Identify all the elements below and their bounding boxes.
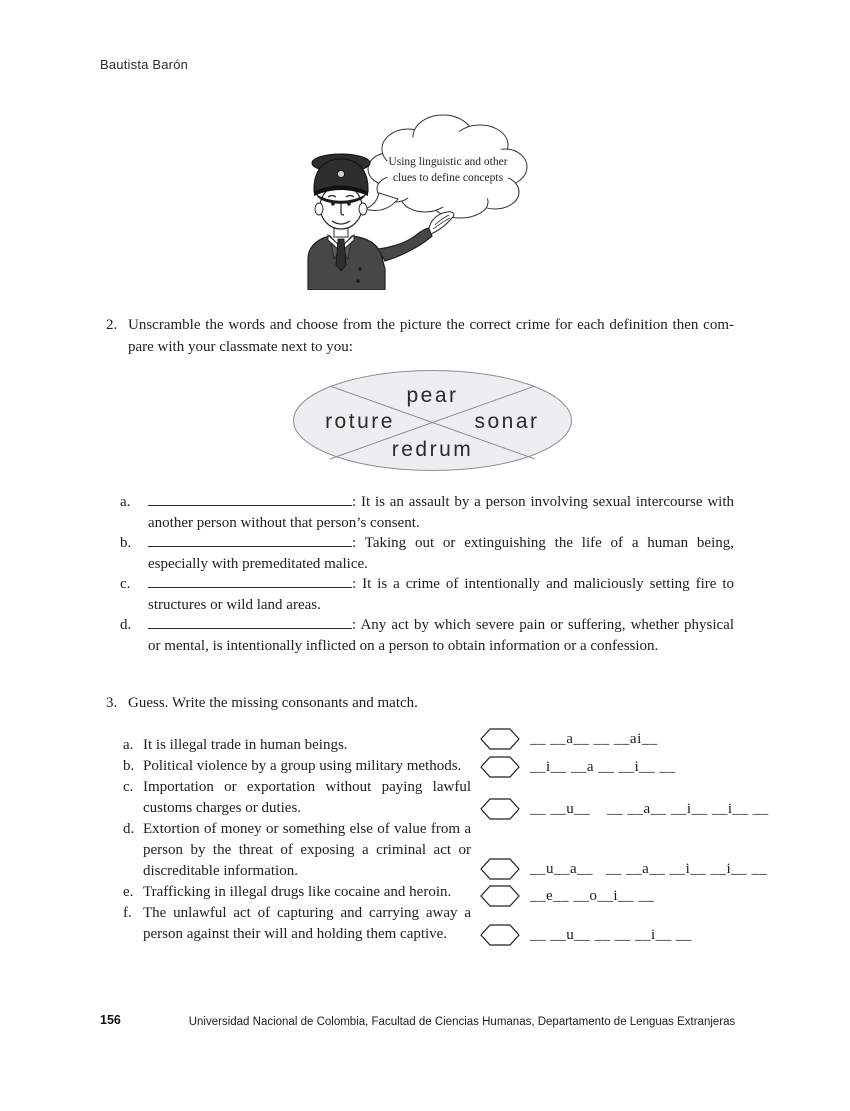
item-label: e. — [123, 884, 134, 900]
item-definition: Taking out or extinguishing the life of a human being, especially with premeditated malice. — [148, 535, 734, 572]
exercise2-item-d — [120, 615, 734, 656]
item-label: c. — [120, 576, 131, 592]
police-officer-drawing — [280, 97, 540, 290]
bubble-text-line1: Using linguistic and other — [388, 156, 508, 168]
exercise3-item-b — [123, 756, 471, 777]
cap-badge-icon — [338, 171, 345, 178]
item-text: Political violence by a group using military methods. — [143, 758, 462, 774]
exercise2-item-a — [120, 492, 734, 533]
exercise2-item-list — [120, 492, 734, 656]
item-text: Extortion of money or something else of value from a person by the threat of exposing a criminal act or discreditable information. — [143, 821, 471, 879]
exercise2-item-b — [120, 533, 734, 574]
item-label: f. — [123, 905, 132, 921]
item-label: a. — [123, 737, 134, 753]
exercise3-item-c — [123, 777, 471, 819]
missing-letters-pattern: __u__a__ __ __a__ __i__ __i__ __ — [530, 860, 768, 877]
answer-row-6 — [480, 923, 692, 947]
item-definition: It is an assault by a person involving sexual intercourse with another person without that person’s consent. — [148, 494, 734, 531]
answer-row-4 — [480, 857, 767, 881]
hexagon-icon — [480, 728, 520, 750]
missing-letters-pattern: __ __u__ __ __ __i__ __ — [530, 926, 692, 943]
missing-letters-pattern: __ __a__ __ __ai__ — [530, 730, 658, 747]
exercise2-instruction-line1: Unscramble the words and choose from the picture the correct crime for each definition then com- — [128, 317, 734, 333]
item-text: The unlawful act of capturing and carrying away a person against their will and holding them captive. — [143, 905, 471, 942]
answer-row-1 — [480, 727, 658, 751]
blank-colon: : — [352, 576, 357, 592]
answer-row-3 — [480, 797, 769, 821]
scrambled-word-bottom: redrum — [391, 438, 474, 461]
item-text: Importation or exportation without paying lawful customs charges or duties. — [143, 779, 471, 816]
bubble-text-line2: clues to define concepts — [392, 172, 504, 184]
exercise3-instructions — [106, 692, 626, 714]
running-header-author: Bautista Barón — [100, 57, 189, 72]
item-definition: Any act by which severe pain or suffering, whether physical or mental, is intentionally inflicted on a person to obtain information or a confession. — [148, 617, 734, 654]
exercise3-item-f — [123, 903, 471, 945]
word-oval-diagram — [292, 369, 573, 472]
item-label: b. — [123, 758, 135, 774]
exercise2-number: 2. — [106, 317, 118, 333]
scrambled-word-top: pear — [406, 384, 459, 407]
scrambled-word-left: roture — [325, 410, 395, 433]
hexagon-icon — [480, 756, 520, 778]
footer-institution: Universidad Nacional de Colombia, Facultad de Ciencias Humanas, Departamento de Lenguas Extranjeras — [188, 1016, 736, 1028]
item-label: d. — [120, 617, 132, 633]
page-number: 156 — [100, 1013, 121, 1027]
hexagon-icon — [480, 924, 520, 946]
missing-letters-pattern: __ __u__ __ __a__ __i__ __i__ __ — [530, 800, 769, 817]
hexagon-icon — [480, 885, 520, 907]
answer-row-5 — [480, 884, 654, 908]
exercise2-instructions — [106, 314, 734, 358]
exercise2-item-c — [120, 574, 734, 615]
item-definition: It is a crime of intentionally and maliciously setting fire to structures or wild land areas. — [148, 576, 734, 613]
answer-row-2 — [480, 755, 676, 779]
police-officer-illustration — [280, 97, 540, 290]
answer-blank-line — [148, 616, 352, 629]
item-label: d. — [123, 821, 135, 837]
exercise3-item-e — [123, 882, 471, 903]
item-label: a. — [120, 494, 131, 510]
item-label: b. — [120, 535, 132, 551]
hexagon-icon — [480, 798, 520, 820]
exercise3-item-a — [123, 735, 471, 756]
missing-letters-pattern: __i__ __a __ __i__ __ — [530, 758, 676, 775]
answer-blank-line — [148, 534, 352, 547]
item-label: c. — [123, 779, 134, 795]
exercise3-instruction-text: Guess. Write the missing consonants and match. — [128, 695, 418, 711]
exercise3-item-d — [123, 819, 471, 882]
item-text: Trafficking in illegal drugs like cocaine and heroin. — [143, 884, 452, 900]
exercise2-instruction-line2: pare with your classmate next to you: — [128, 339, 353, 355]
missing-letters-pattern: __e__ __o__i__ __ — [530, 887, 655, 904]
blank-colon: : — [352, 617, 357, 633]
blank-colon: : — [352, 535, 357, 551]
exercise3-definition-list — [123, 735, 471, 945]
answer-blank-line — [148, 575, 352, 588]
exercise3-number: 3. — [106, 695, 118, 711]
answer-blank-line — [148, 493, 352, 506]
blank-colon: : — [352, 494, 357, 510]
item-text: It is illegal trade in human beings. — [143, 737, 348, 753]
hexagon-icon — [480, 858, 520, 880]
scrambled-word-right: sonar — [474, 410, 540, 433]
